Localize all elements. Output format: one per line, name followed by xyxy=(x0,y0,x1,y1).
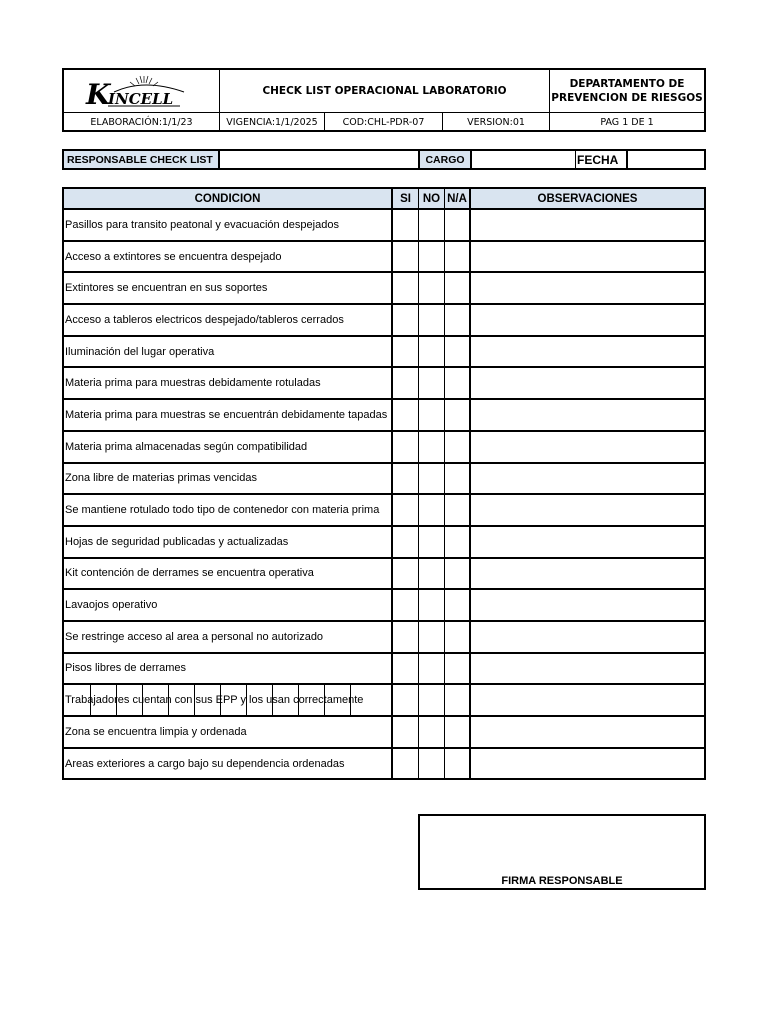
no-checkbox-cell[interactable] xyxy=(419,495,445,525)
no-checkbox-cell[interactable] xyxy=(419,464,445,494)
header-observaciones: OBSERVACIONES xyxy=(537,192,638,205)
checklist-table xyxy=(62,187,706,780)
svg-text:INCELL: INCELL xyxy=(108,90,174,108)
na-checkbox-cell[interactable] xyxy=(445,242,471,272)
kincell-logo xyxy=(84,74,204,110)
table-row xyxy=(64,654,704,686)
document-header xyxy=(62,68,706,132)
table-row xyxy=(64,495,704,527)
fecha-label: FECHA xyxy=(576,151,628,168)
no-checkbox-cell[interactable] xyxy=(419,400,445,430)
header-no: NO xyxy=(419,189,445,208)
si-checkbox-cell[interactable] xyxy=(393,622,419,652)
observaciones-cell[interactable] xyxy=(471,717,704,747)
table-row xyxy=(64,717,704,749)
no-checkbox-cell[interactable] xyxy=(419,242,445,272)
no-checkbox-cell[interactable] xyxy=(419,527,445,557)
na-checkbox-cell[interactable] xyxy=(445,464,471,494)
cargo-label: CARGO xyxy=(420,151,472,168)
observaciones-cell[interactable] xyxy=(471,273,704,303)
observaciones-cell[interactable] xyxy=(471,464,704,494)
vigencia-field: VIGENCIA:1/1/2025 xyxy=(220,113,325,132)
condition-cell: Materia prima almacenadas según compatibilidad xyxy=(64,432,393,462)
document-metadata-row xyxy=(64,112,704,132)
si-checkbox-cell[interactable] xyxy=(393,368,419,398)
si-checkbox-cell[interactable] xyxy=(393,654,419,684)
observaciones-cell[interactable] xyxy=(471,432,704,462)
table-row xyxy=(64,590,704,622)
na-checkbox-cell[interactable] xyxy=(445,622,471,652)
si-checkbox-cell[interactable] xyxy=(393,495,419,525)
na-checkbox-cell[interactable] xyxy=(445,337,471,367)
no-checkbox-cell[interactable] xyxy=(419,622,445,652)
condition-cell: Pisos libres de derrames xyxy=(64,654,393,684)
version-field: VERSION:01 xyxy=(443,113,550,132)
document-title: CHECK LIST OPERACIONAL LABORATORIO xyxy=(220,70,550,112)
table-row xyxy=(64,432,704,464)
na-checkbox-cell[interactable] xyxy=(445,400,471,430)
fecha-input[interactable] xyxy=(628,151,704,168)
signature-box[interactable] xyxy=(418,814,706,890)
condition-cell: Se mantiene rotulado todo tipo de contenedor con materia prima xyxy=(64,495,393,525)
si-checkbox-cell[interactable] xyxy=(393,400,419,430)
observaciones-cell[interactable] xyxy=(471,368,704,398)
table-row xyxy=(64,749,704,781)
condition-cell: Materia prima para muestras se encuentrán debidamente tapadas xyxy=(64,400,393,430)
na-checkbox-cell[interactable] xyxy=(445,590,471,620)
si-checkbox-cell[interactable] xyxy=(393,337,419,367)
na-checkbox-cell[interactable] xyxy=(445,210,471,240)
table-row xyxy=(64,368,704,400)
responsable-row xyxy=(62,149,706,170)
department-name xyxy=(550,70,704,112)
observaciones-cell[interactable] xyxy=(471,749,704,779)
table-row xyxy=(64,305,704,337)
si-checkbox-cell[interactable] xyxy=(393,273,419,303)
table-row xyxy=(64,242,704,274)
condition-cell: Acceso a tableros electricos despejado/tableros cerrados xyxy=(64,305,393,335)
observaciones-cell[interactable] xyxy=(471,527,704,557)
observaciones-cell[interactable] xyxy=(471,337,704,367)
na-checkbox-cell[interactable] xyxy=(445,273,471,303)
header-na: N/A xyxy=(445,189,471,208)
table-row xyxy=(64,559,704,591)
svg-text:K: K xyxy=(86,78,111,110)
table-row xyxy=(64,210,704,242)
condition-cell: Kit contención de derrames se encuentra operativa xyxy=(64,559,393,589)
condition-cell: Zona se encuentra limpia y ordenada xyxy=(64,717,393,747)
si-checkbox-cell[interactable] xyxy=(393,559,419,589)
observaciones-cell[interactable] xyxy=(471,305,704,335)
si-checkbox-cell[interactable] xyxy=(393,305,419,335)
condition-cell: Trabajadores cuentan con sus EPP y los usan correctamente xyxy=(64,685,393,715)
no-checkbox-cell[interactable] xyxy=(419,654,445,684)
table-row xyxy=(64,337,704,369)
si-checkbox-cell[interactable] xyxy=(393,685,419,715)
na-checkbox-cell[interactable] xyxy=(445,495,471,525)
table-row xyxy=(64,622,704,654)
na-checkbox-cell[interactable] xyxy=(445,685,471,715)
table-body xyxy=(64,210,704,780)
condition-cell: Materia prima para muestras debidamente rotuladas xyxy=(64,368,393,398)
logo-cell xyxy=(64,70,220,112)
no-checkbox-cell[interactable] xyxy=(419,590,445,620)
table-row xyxy=(64,685,704,717)
na-checkbox-cell[interactable] xyxy=(445,654,471,684)
responsable-input[interactable] xyxy=(220,151,420,168)
na-checkbox-cell[interactable] xyxy=(445,368,471,398)
table-row xyxy=(64,273,704,305)
condition-cell: Acceso a extintores se encuentra despejado xyxy=(64,242,393,272)
condition-cell: Zona libre de materias primas vencidas xyxy=(64,464,393,494)
si-checkbox-cell[interactable] xyxy=(393,464,419,494)
no-checkbox-cell[interactable] xyxy=(419,559,445,589)
table-header xyxy=(64,189,704,210)
observaciones-cell[interactable] xyxy=(471,242,704,272)
no-checkbox-cell[interactable] xyxy=(419,368,445,398)
no-checkbox-cell[interactable] xyxy=(419,432,445,462)
no-checkbox-cell[interactable] xyxy=(419,685,445,715)
header-si: SI xyxy=(393,189,419,208)
observaciones-cell[interactable] xyxy=(471,559,704,589)
si-checkbox-cell[interactable] xyxy=(393,590,419,620)
no-checkbox-cell[interactable] xyxy=(419,273,445,303)
no-checkbox-cell[interactable] xyxy=(419,305,445,335)
no-checkbox-cell[interactable] xyxy=(419,337,445,367)
si-checkbox-cell[interactable] xyxy=(393,749,419,779)
condition-cell: Hojas de seguridad publicadas y actualizadas xyxy=(64,527,393,557)
observaciones-cell[interactable] xyxy=(471,495,704,525)
codigo-field: COD:CHL-PDR-07 xyxy=(325,113,443,132)
signature-label: FIRMA RESPONSABLE xyxy=(501,875,623,887)
na-checkbox-cell[interactable] xyxy=(445,305,471,335)
condition-cell: Se restringe acceso al area a personal no autorizado xyxy=(64,622,393,652)
condition-cell: Iluminación del lugar operativa xyxy=(64,337,393,367)
si-checkbox-cell[interactable] xyxy=(393,527,419,557)
condition-cell: Lavaojos operativo xyxy=(64,590,393,620)
table-row xyxy=(64,464,704,496)
responsable-label: RESPONSABLE CHECK LIST xyxy=(64,151,220,168)
observaciones-cell[interactable] xyxy=(471,210,704,240)
na-checkbox-cell[interactable] xyxy=(445,749,471,779)
no-checkbox-cell[interactable] xyxy=(419,210,445,240)
page-number: PAG 1 DE 1 xyxy=(600,117,654,128)
condition-cell: Pasillos para transito peatonal y evacuación despejados xyxy=(64,210,393,240)
na-checkbox-cell[interactable] xyxy=(445,717,471,747)
observaciones-cell[interactable] xyxy=(471,590,704,620)
si-checkbox-cell[interactable] xyxy=(393,210,419,240)
na-checkbox-cell[interactable] xyxy=(445,527,471,557)
header-condicion: CONDICION xyxy=(64,189,393,208)
table-row xyxy=(64,527,704,559)
elaboracion-field: ELABORACIÓN:1/1/23 xyxy=(64,113,220,132)
observaciones-cell[interactable] xyxy=(471,685,704,715)
si-checkbox-cell[interactable] xyxy=(393,717,419,747)
department-line-2: PREVENCION DE RIESGOS xyxy=(551,92,703,104)
observaciones-cell[interactable] xyxy=(471,622,704,652)
department-line-1: DEPARTAMENTO DE xyxy=(569,78,685,90)
observaciones-cell[interactable] xyxy=(471,400,704,430)
condition-cell: Extintores se encuentran en sus soportes xyxy=(64,273,393,303)
no-checkbox-cell[interactable] xyxy=(419,717,445,747)
condition-cell: Areas exteriores a cargo bajo su dependencia ordenadas xyxy=(64,749,393,779)
cargo-input[interactable] xyxy=(472,151,576,168)
si-checkbox-cell[interactable] xyxy=(393,432,419,462)
no-checkbox-cell[interactable] xyxy=(419,749,445,779)
si-checkbox-cell[interactable] xyxy=(393,242,419,272)
na-checkbox-cell[interactable] xyxy=(445,432,471,462)
na-checkbox-cell[interactable] xyxy=(445,559,471,589)
table-row xyxy=(64,400,704,432)
observaciones-cell[interactable] xyxy=(471,654,704,684)
